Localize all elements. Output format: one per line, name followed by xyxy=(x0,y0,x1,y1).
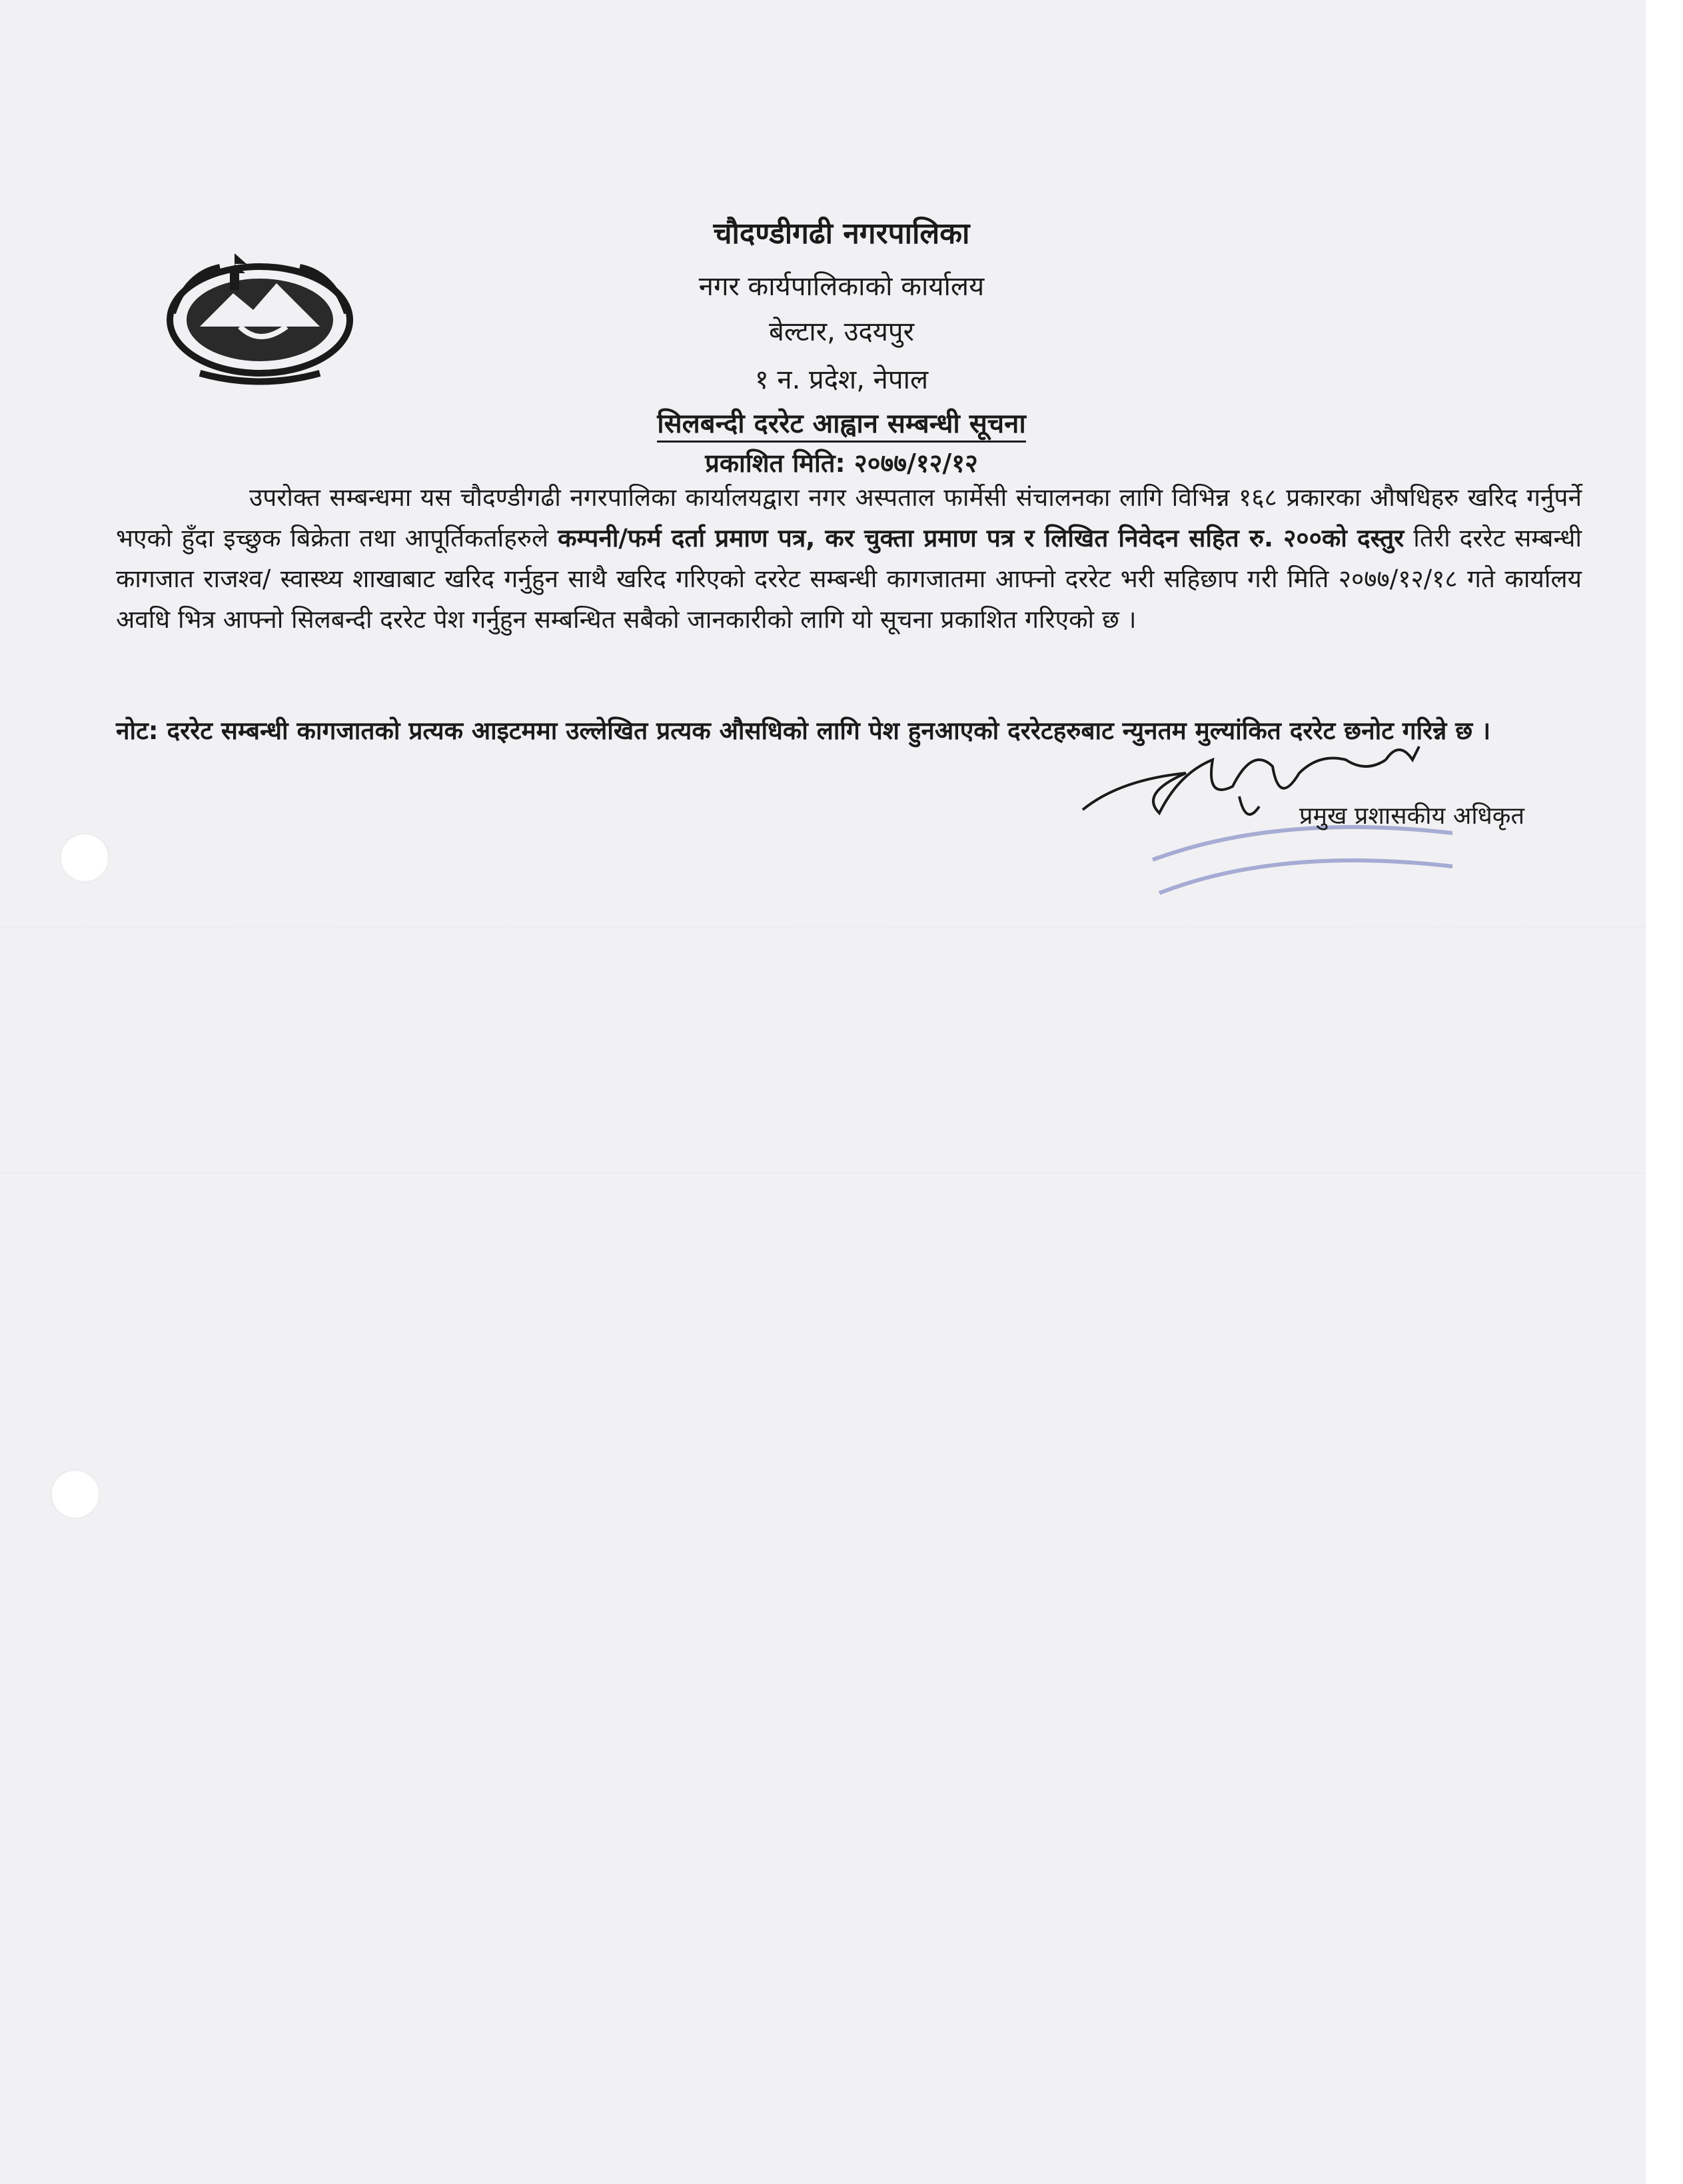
paper-fold xyxy=(0,1173,1646,1175)
office-name: नगर कार्यपालिकाको कार्यालय xyxy=(698,271,985,302)
signatory-title: प्रमुख प्रशासकीय अधिकृत xyxy=(1299,802,1524,830)
office-province: १ न. प्रदेश, नेपाल xyxy=(754,365,929,395)
notice-body-required-docs: कम्पनी/फर्म दर्ता प्रमाण पत्र, कर चुक्ता प्रमाण पत्र र लिखित निवेदन सहित रु. २००को दस्तुर xyxy=(558,524,1404,552)
signature-stamp xyxy=(1079,733,1519,933)
notice-body xyxy=(116,477,1582,640)
punch-hole xyxy=(60,833,109,882)
notice-title xyxy=(0,404,1683,441)
scan-margin xyxy=(1646,0,1683,2184)
punch-hole xyxy=(51,1470,100,1519)
notice-note: नोट: दररेट सम्बन्धी कागजातको प्रत्यक आइटममा उल्लेखित प्रत्यक औसधिको लागि पेश हुनआएको दररेटहरुबाट न्युनतम मुल्यांकित दररेट छनोट गरिन्ने छ । xyxy=(116,716,1491,745)
notice-title-text: सिलबन्दी दररेट आह्वान सम्बन्धी सूचना xyxy=(657,409,1025,443)
notice-body-part2: तिरी दररेट सम्बन्धी कागजात राजश्व/ स्वास्थ्य शाखाबाट खरिद गर्नुहुन साथै खरिद गरिएको दररेट सम्बन्धी कागजातमा आफ्नो दररेट भरी सहिछाप गरी मिति २०७७/१२/१८ गते कार्यालय अवधि भित्र आफ्नो सिलबन्दी दररेट पेश गर्नुहुन सम्बन्धित सबैको जानकारीको लागि यो सूचना प्रकाशित गरिएको छ । xyxy=(116,524,1582,634)
notice-body-part1: उपरोक्त सम्बन्धमा यस चौदण्डीगढी नगरपालिका कार्यालयद्वारा नगर अस्पताल फार्मेसी संचालनका लागि विभिन्न १६८ प्रकारका औषधिहरु खरिद गर्नुपर्ने भएको हुँदा इच्छुक बिक्रेता तथा आपूर्तिकर्ताहरुले xyxy=(116,483,1582,552)
office-location: बेल्टार, उदयपुर xyxy=(768,317,915,347)
municipality-name: चौदण्डीगढी नगरपालिका xyxy=(713,217,970,251)
published-date: प्रकाशित मिति: २०७७/१२/१२ xyxy=(705,449,978,478)
